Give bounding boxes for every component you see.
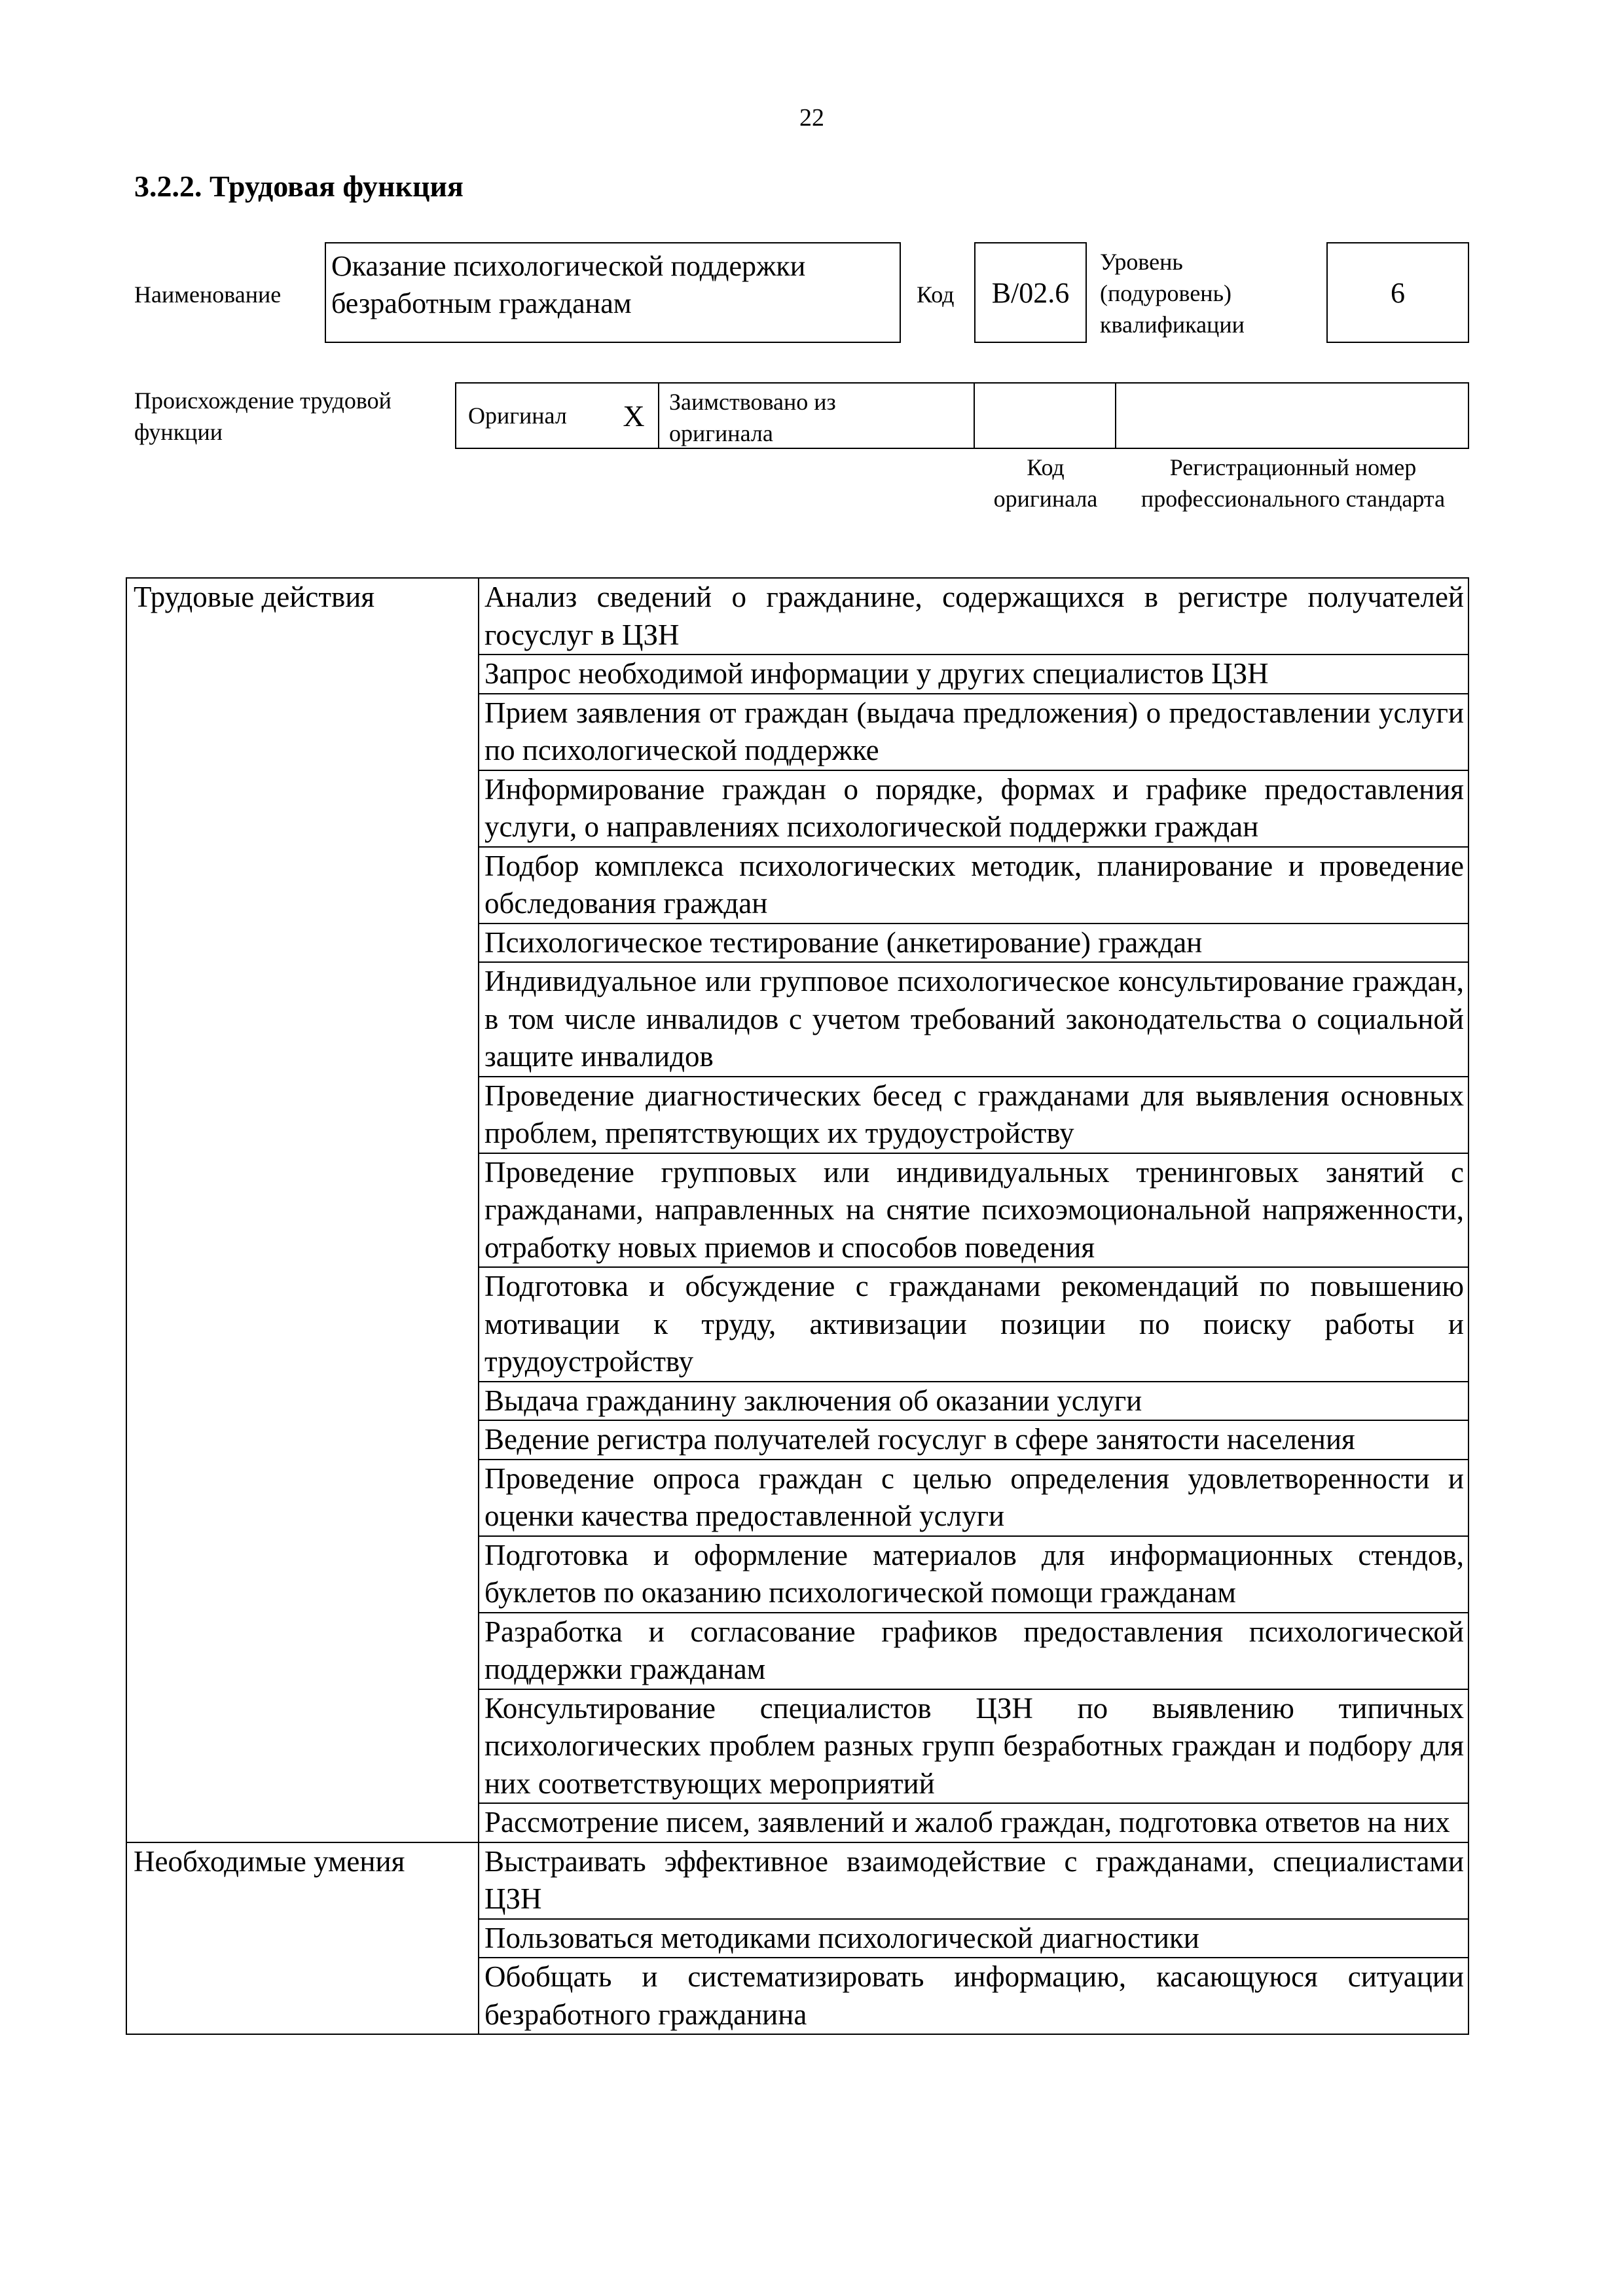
labor-actions-item: Проведение диагностических бесед с гражданами для выявления основных проблем, препятствующих их трудоустройству — [479, 1077, 1468, 1153]
level-value: 6 — [1326, 242, 1469, 343]
section-title: 3.2.2. Трудовая функция — [134, 170, 464, 203]
name-value: Оказание психологической поддержки безработным гражданам — [325, 242, 901, 343]
labor-actions-item: Прием заявления от граждан (выдача предложения) о предоставлении услуги по психологической поддержке — [479, 694, 1468, 770]
original-label: Оригинал — [468, 403, 567, 429]
reg-number-caption: Регистрационный номер профессионального стандарта — [1140, 454, 1446, 512]
original-code-caption: Код оригинала — [993, 454, 1098, 512]
skills-label: Необходимые умения — [126, 1842, 479, 2035]
labor-actions-item: Информирование граждан о порядке, формах и графике предоставления услуги, о направлениях психологической поддержки граждан — [479, 770, 1468, 847]
skills-item: Пользоваться методиками психологической диагностики — [479, 1919, 1468, 1958]
code-value: B/02.6 — [974, 242, 1087, 343]
labor-actions-item: Проведение групповых или индивидуальных тренинговых занятий с гражданами, направленных на снятие психоэмоциональной напряженности, отработку новых приемов и способов поведения — [479, 1153, 1468, 1268]
divider — [658, 384, 659, 448]
labor-actions-item: Психологическое тестирование (анкетирование) граждан — [479, 924, 1468, 963]
labor-actions-item: Анализ сведений о гражданине, содержащихся в регистре получателей госуслуг в ЦЗН — [479, 578, 1468, 655]
functions-table — [126, 577, 1469, 2035]
labor-actions-item: Разработка и согласование графиков предоставления психологической поддержки гражданам — [479, 1613, 1468, 1689]
table-row — [126, 578, 1468, 655]
divider — [974, 384, 975, 448]
name-label: Наименование — [134, 281, 282, 308]
labor-actions-item: Индивидуальное или групповое психологическое консультирование граждан, в том числе инвалидов с учетом требований законодательства о социальной защите инвалидов — [479, 962, 1468, 1077]
borrowed-label: Заимствовано из оригинала — [669, 389, 836, 446]
labor-actions-item: Подбор комплекса психологических методик, планирование и проведение обследования граждан — [479, 847, 1468, 924]
code-label: Код — [917, 281, 955, 308]
labor-actions-label: Трудовые действия — [126, 578, 479, 1842]
labor-actions-item: Подготовка и оформление материалов для информационных стендов, буклетов по оказанию психологической помощи гражданам — [479, 1536, 1468, 1613]
labor-actions-item: Рассмотрение писем, заявлений и жалоб граждан, подготовка ответов на них — [479, 1803, 1468, 1842]
labor-actions-item: Подготовка и обсуждение с гражданами рекомендаций по повышению мотивации к труду, активизации позиции по поиску работы и трудоустройству — [479, 1267, 1468, 1382]
page-number: 22 — [799, 104, 824, 132]
skills-item: Выстраивать эффективное взаимодействие с гражданами, специалистами ЦЗН — [479, 1842, 1468, 1919]
level-label: Уровень (подуровень) квалификации — [1100, 249, 1245, 338]
labor-actions-item: Ведение регистра получателей госуслуг в сфере занятости населения — [479, 1420, 1468, 1460]
labor-actions-item: Запрос необходимой информации у других специалистов ЦЗН — [479, 655, 1468, 694]
labor-actions-item: Выдача гражданину заключения об оказании услуги — [479, 1382, 1468, 1421]
labor-actions-item: Консультирование специалистов ЦЗН по выявлению типичных психологических проблем разных групп безработных граждан и подбору для них соответствующих мероприятий — [479, 1689, 1468, 1804]
table-row — [126, 1842, 1468, 1919]
origin-label: Происхождение трудовой функции — [134, 387, 392, 445]
origin-table — [455, 382, 1469, 449]
labor-actions-item: Проведение опроса граждан с целью определения удовлетворенности и оценки качества предоставленной услуги — [479, 1460, 1468, 1536]
original-mark: X — [623, 399, 645, 433]
skills-item: Обобщать и систематизировать информацию, касающуюся ситуации безработного гражданина — [479, 1958, 1468, 2034]
divider — [1115, 384, 1116, 448]
